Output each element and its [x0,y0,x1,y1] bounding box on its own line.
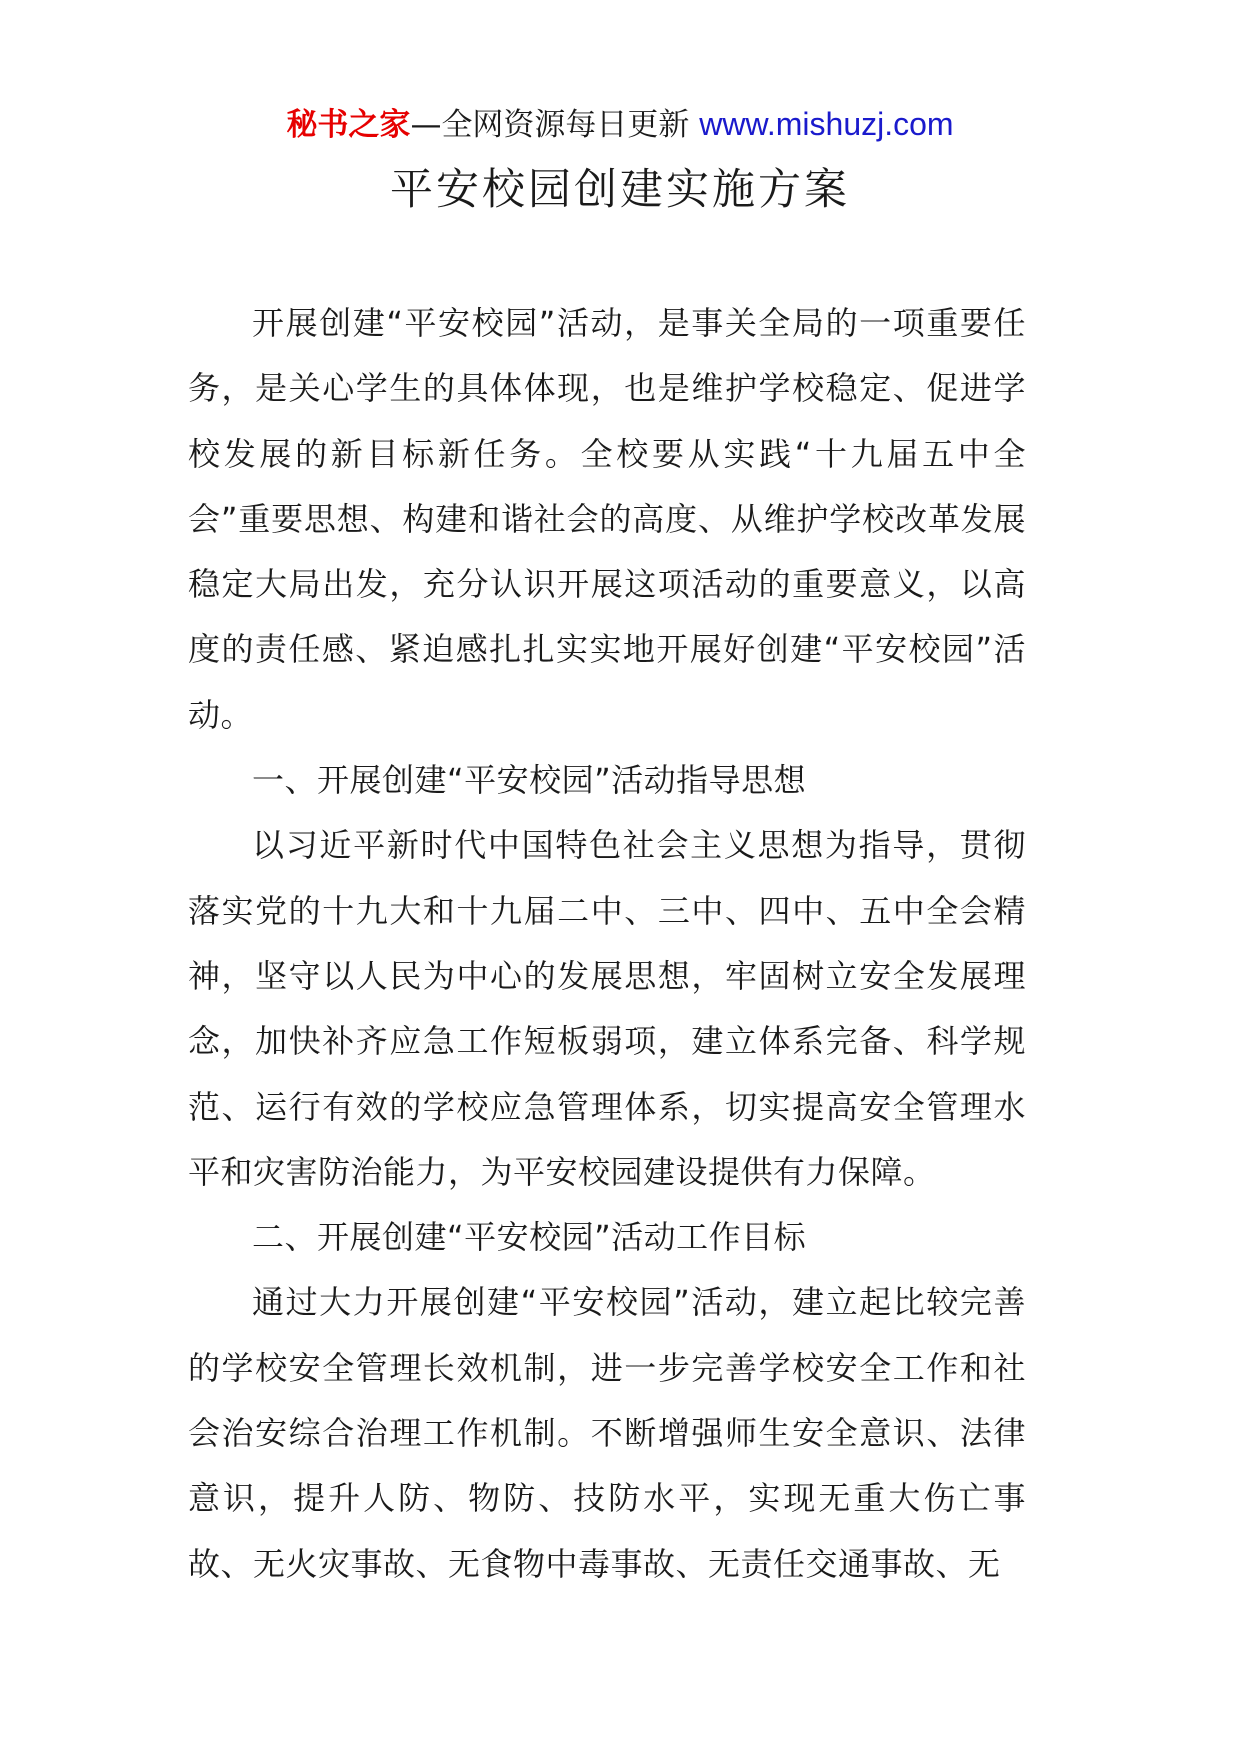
document-body [188,291,1026,1597]
intro-paragraph: 开展创建“平安校园”活动，是事关全局的一项重要任务，是关心学生的具体体现，也是维护学校稳定、促进学校发展的新目标新任务。全校要从实践“十九届五中全会”重要思想、构建和谐社会的高度、从维护学校改革发展稳定大局出发，充分认识开展这项活动的重要意义，以高度的责任感、紧迫感扎扎实实地开展好创建“平安校园”活动。 [188,304,1026,734]
section-heading-guiding-ideology: 一、开展创建“平安校园”活动指导思想 [252,761,807,800]
work-goals-paragraph: 通过大力开展创建“平安校园”活动，建立起比较完善的学校安全管理长效机制，进一步完善学校安全工作和社会治安综合治理工作机制。不断增强师生安全意识、法律意识，提升人防、物防、技防水平，实现无重大伤亡事故、无火灾事故、无食物中毒事故、无责任交通事故、无 [188,1283,1026,1583]
guiding-ideology-paragraph: 以习近平新时代中国特色社会主义思想为指导，贯彻落实党的十九大和十九届二中、三中、四中、五中全会精神，坚守以人民为中心的发展思想，牢固树立安全发展理念，加快补齐应急工作短板弱项，建立体系完备、科学规范、运行有效的学校应急管理体系，切实提高安全管理水平和灾害防治能力，为平安校园建设提供有力保障。 [188,826,1026,1191]
brand-name: 秘书之家 [286,107,411,143]
document-title: 平安校园创建实施方案 [390,165,850,215]
site-url-link[interactable]: www.mishuzj.com [699,106,954,142]
header-tagline: —全网资源每日更新 [410,107,700,143]
site-header-banner [0,102,1240,147]
section-heading-work-goals: 二、开展创建“平安校园”活动工作目标 [252,1218,807,1257]
